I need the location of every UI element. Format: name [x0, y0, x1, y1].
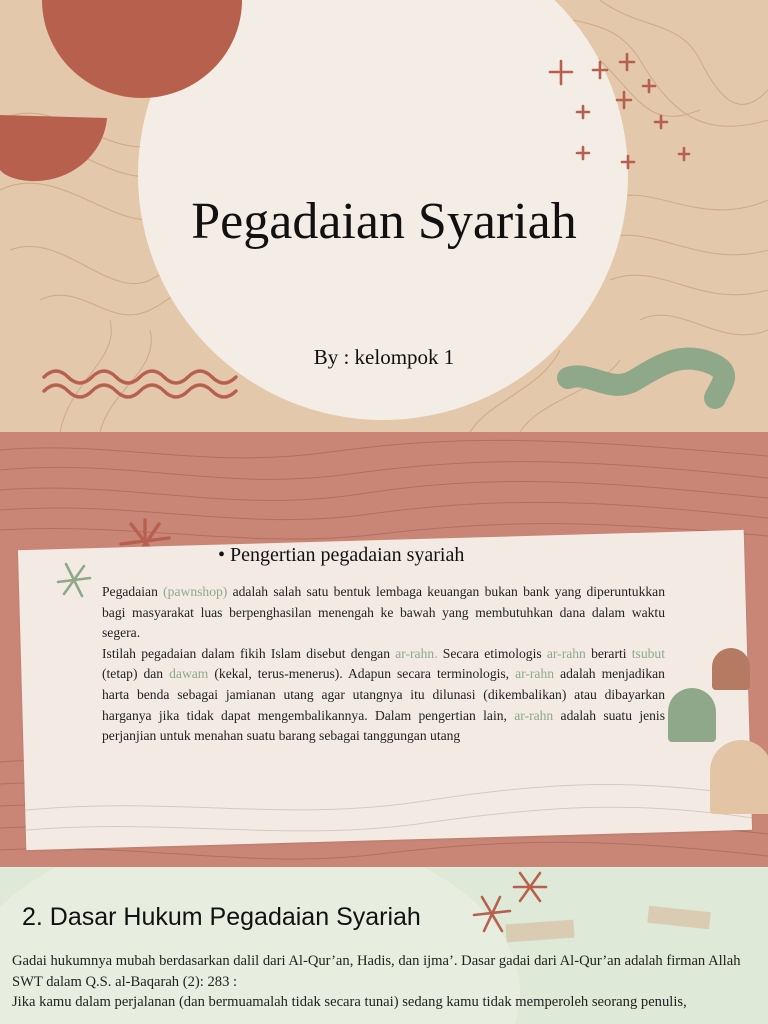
sage-star-shape	[54, 560, 94, 600]
text-run: (kekal, terus-menerus). Adapun secara terminologis,	[208, 666, 516, 682]
legal-basis-body	[12, 951, 764, 1013]
legal-basis-line-2: Jika kamu dalam perjalanan (dan bermuamalah tidak secara tunai) sedang kamu tidak memperoleh seorang penulis,	[12, 994, 687, 1010]
term-highlight: ar-rahn.	[395, 645, 438, 661]
tan-paper-strip	[505, 920, 574, 943]
text-run: Istilah pegadaian dalam fikih Islam disebut dengan	[102, 645, 396, 661]
legal-basis-slide	[0, 867, 768, 1024]
definition-slide	[0, 432, 768, 867]
legal-basis-heading: 2. Dasar Hukum Pegadaian Syariah	[22, 903, 421, 931]
cross-sparkles	[545, 50, 705, 180]
term-highlight: dawam	[169, 666, 209, 682]
tan-paper-strip	[647, 906, 710, 929]
left-half-circle-shape	[0, 115, 110, 185]
term-highlight: ar-rahn	[515, 666, 555, 682]
text-run: adalah menjadikan harta benda sebagai jamianan utang agar utangnya itu dilunasi (dikembalikan) atau dibayarkan harganya jika tidak dapat mengembalikannya. Dalam pengertian lain,	[102, 666, 665, 723]
term-highlight: (pawnshop)	[163, 584, 228, 599]
brown-arch-shape	[712, 648, 750, 690]
legal-basis-line-1: Gadai hukumnya mubah berdasarkan dalil dari Al-Qur’an, Hadis, dan ijma’. Dasar gadai dari Al-Qur’an adalah firman Allah SWT dalam Q.S. al-Baqarah (2): 283 :	[12, 953, 741, 990]
definition-paragraph-2	[102, 644, 665, 747]
presentation-subtitle: By : kelompok 1	[313, 345, 455, 369]
term-highlight: ar-rahn	[546, 645, 586, 661]
presentation-title: Pegadaian Syariah	[191, 193, 577, 250]
term-highlight: tsubut	[631, 645, 665, 661]
text-run: Pegadaian	[102, 584, 164, 599]
text-run: (tetap) dan	[102, 666, 170, 682]
term-highlight: ar-rahn	[514, 707, 554, 723]
definition-heading-text: Pengertian pegadaian syariah	[230, 544, 465, 566]
definition-heading	[218, 544, 464, 567]
text-run: adalah suatu jenis perjanjian untuk menahan suatu barang sebagai tanggungan utang	[102, 707, 665, 744]
green-arch-shape	[668, 688, 716, 742]
tan-arch-shape	[710, 740, 768, 814]
definition-paragraph-1	[102, 582, 665, 644]
text-run: berarti	[585, 645, 632, 661]
top-half-circle-shape	[42, 0, 242, 100]
definition-body	[102, 582, 665, 747]
bullet-point: •	[218, 544, 226, 566]
text-run: Secara etimologis	[437, 645, 547, 661]
text-run: adalah salah satu bentuk lembaga keuangan bukan bank yang diperuntukkan bagi masyarakat luas berpenghasilan menengah ke bawah yang membutuhkan dana dalam waktu segera.	[102, 584, 665, 641]
title-slide	[0, 0, 768, 432]
